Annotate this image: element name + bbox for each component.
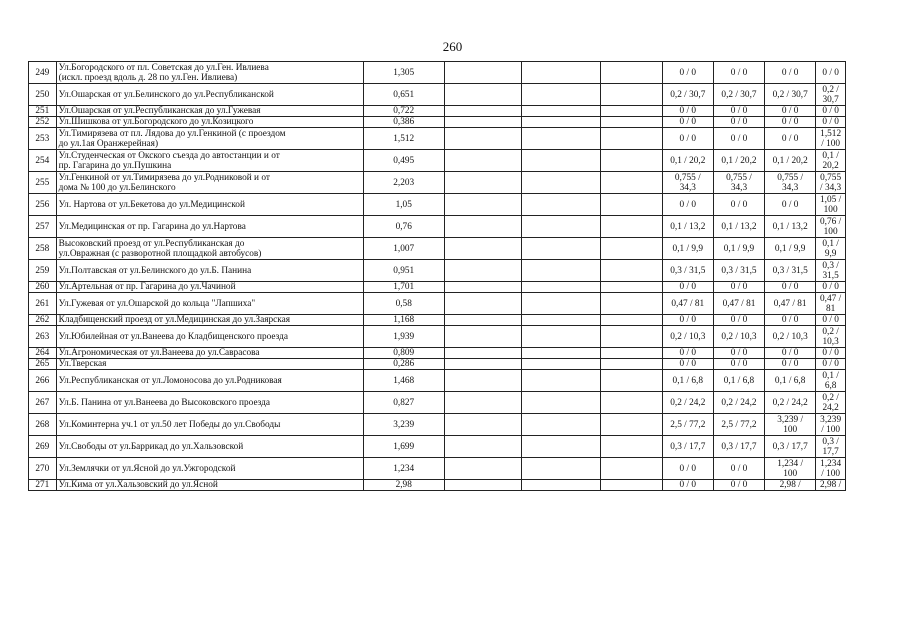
length-cell: 0,76 — [363, 216, 444, 238]
value-cell-1: 0,3 / 17,7 — [662, 436, 713, 458]
empty-cell — [601, 458, 662, 480]
empty-cell — [444, 348, 522, 359]
row-number-cell: 253 — [29, 128, 57, 150]
empty-cell — [444, 150, 522, 172]
table-row — [29, 414, 846, 436]
empty-cell — [522, 458, 601, 480]
road-section-cell: Ул.Юбилейная от ул.Ванеева до Кладбищенского проезда — [56, 326, 363, 348]
road-section-cell: Ул.Тверская — [56, 359, 363, 370]
value-cell-4: 1,512 / 100 — [816, 128, 846, 150]
value-cell-4: 1,05 / 100 — [816, 194, 846, 216]
empty-cell — [444, 436, 522, 458]
empty-cell — [444, 414, 522, 436]
empty-cell — [601, 282, 662, 293]
row-number-cell: 255 — [29, 172, 57, 194]
empty-cell — [601, 117, 662, 128]
length-cell: 1,007 — [363, 238, 444, 260]
value-cell-4: 0 / 0 — [816, 106, 846, 117]
value-cell-2: 0 / 0 — [713, 480, 764, 491]
value-cell-2: 0 / 0 — [713, 117, 764, 128]
value-cell-1: 0 / 0 — [662, 194, 713, 216]
empty-cell — [522, 348, 601, 359]
table-row — [29, 315, 846, 326]
roads-table — [28, 61, 846, 491]
empty-cell — [522, 172, 601, 194]
road-section-cell: Ул.Коминтерна уч.1 от ул.50 лет Победы до ул.Свободы — [56, 414, 363, 436]
road-section-cell: Ул.Кима от ул.Хальзовский до ул.Ясной — [56, 480, 363, 491]
empty-cell — [522, 260, 601, 282]
length-cell: 0,951 — [363, 260, 444, 282]
length-cell: 1,701 — [363, 282, 444, 293]
length-cell: 2,203 — [363, 172, 444, 194]
empty-cell — [522, 117, 601, 128]
row-number-cell: 264 — [29, 348, 57, 359]
length-cell: 0,809 — [363, 348, 444, 359]
length-cell: 0,827 — [363, 392, 444, 414]
empty-cell — [522, 62, 601, 84]
value-cell-2: 0,2 / 30,7 — [713, 84, 764, 106]
empty-cell — [601, 106, 662, 117]
value-cell-1: 2,5 / 77,2 — [662, 414, 713, 436]
value-cell-1: 0 / 0 — [662, 282, 713, 293]
empty-cell — [522, 282, 601, 293]
road-section-cell: Ул. Нартова от ул.Бекетова до ул.Медицинской — [56, 194, 363, 216]
value-cell-1: 0 / 0 — [662, 117, 713, 128]
empty-cell — [601, 480, 662, 491]
empty-cell — [601, 359, 662, 370]
empty-cell — [444, 84, 522, 106]
empty-cell — [522, 359, 601, 370]
road-section-cell: Ул.Тимирязева от пл. Лядова до ул.Генкиной (с проездом до ул.1ая Оранжерейная) — [56, 128, 363, 150]
value-cell-4: 0 / 0 — [816, 62, 846, 84]
table-row — [29, 359, 846, 370]
empty-cell — [601, 414, 662, 436]
table-row — [29, 326, 846, 348]
length-cell: 0,651 — [363, 84, 444, 106]
row-number-cell: 270 — [29, 458, 57, 480]
value-cell-1: 0 / 0 — [662, 315, 713, 326]
value-cell-3: 0,755 / 34,3 — [765, 172, 816, 194]
value-cell-1: 0 / 0 — [662, 480, 713, 491]
empty-cell — [522, 194, 601, 216]
empty-cell — [444, 172, 522, 194]
table-row — [29, 282, 846, 293]
road-section-cell: Ул.Богородского от пл. Советская до ул.Ген. Ивлиева (искл. проезд вдоль д. 28 по ул.Ген. Ивлиева) — [56, 62, 363, 84]
road-section-cell: Ул.Медицинская от пр. Гагарина до ул.Нартова — [56, 216, 363, 238]
value-cell-1: 0,1 / 20,2 — [662, 150, 713, 172]
empty-cell — [444, 216, 522, 238]
road-section-cell: Ул.Артельная от пр. Гагарина до ул.Чачиной — [56, 282, 363, 293]
empty-cell — [522, 84, 601, 106]
empty-cell — [601, 128, 662, 150]
empty-cell — [522, 392, 601, 414]
value-cell-4: 0 / 0 — [816, 117, 846, 128]
value-cell-3: 1,234 / 100 — [765, 458, 816, 480]
empty-cell — [522, 216, 601, 238]
row-number-cell: 257 — [29, 216, 57, 238]
empty-cell — [601, 150, 662, 172]
row-number-cell: 259 — [29, 260, 57, 282]
value-cell-2: 0 / 0 — [713, 282, 764, 293]
row-number-cell: 261 — [29, 293, 57, 315]
length-cell: 0,386 — [363, 117, 444, 128]
table-row — [29, 84, 846, 106]
value-cell-4: 0 / 0 — [816, 315, 846, 326]
length-cell: 1,468 — [363, 370, 444, 392]
table-row — [29, 392, 846, 414]
empty-cell — [444, 260, 522, 282]
empty-cell — [444, 238, 522, 260]
table-row — [29, 172, 846, 194]
row-number-cell: 271 — [29, 480, 57, 491]
road-section-cell: Ул.Республиканская от ул.Ломоносова до ул.Родниковая — [56, 370, 363, 392]
value-cell-3: 0,1 / 13,2 — [765, 216, 816, 238]
value-cell-3: 0,1 / 6,8 — [765, 370, 816, 392]
value-cell-1: 0,2 / 24,2 — [662, 392, 713, 414]
road-section-cell: Ул.Ошарская от ул.Белинского до ул.Республиканской — [56, 84, 363, 106]
value-cell-4: 0,1 / 20,2 — [816, 150, 846, 172]
empty-cell — [444, 392, 522, 414]
value-cell-3: 0,3 / 17,7 — [765, 436, 816, 458]
row-number-cell: 252 — [29, 117, 57, 128]
empty-cell — [444, 293, 522, 315]
empty-cell — [522, 480, 601, 491]
table-row — [29, 348, 846, 359]
road-section-cell: Ул.Ошарская от ул.Республиканская до ул.Гужевая — [56, 106, 363, 117]
value-cell-1: 0,2 / 30,7 — [662, 84, 713, 106]
value-cell-2: 0,1 / 6,8 — [713, 370, 764, 392]
empty-cell — [522, 436, 601, 458]
table-row — [29, 128, 846, 150]
table-row — [29, 436, 846, 458]
empty-cell — [601, 238, 662, 260]
value-cell-4: 3,239 / 100 — [816, 414, 846, 436]
value-cell-3: 0,1 / 9,9 — [765, 238, 816, 260]
empty-cell — [444, 282, 522, 293]
table-row — [29, 480, 846, 491]
length-cell: 1,05 — [363, 194, 444, 216]
value-cell-2: 0,2 / 10,3 — [713, 326, 764, 348]
empty-cell — [601, 84, 662, 106]
value-cell-1: 0 / 0 — [662, 458, 713, 480]
empty-cell — [522, 293, 601, 315]
road-section-cell: Ул.Полтавская от ул.Белинского до ул.Б. Панина — [56, 260, 363, 282]
value-cell-1: 0,1 / 9,9 — [662, 238, 713, 260]
value-cell-2: 0,2 / 24,2 — [713, 392, 764, 414]
value-cell-3: 0,3 / 31,5 — [765, 260, 816, 282]
length-cell: 0,58 — [363, 293, 444, 315]
value-cell-3: 3,239 / 100 — [765, 414, 816, 436]
empty-cell — [444, 370, 522, 392]
value-cell-1: 0 / 0 — [662, 62, 713, 84]
road-section-cell: Ул.Шишкова от ул.Богородского до ул.Козицкого — [56, 117, 363, 128]
length-cell: 2,98 — [363, 480, 444, 491]
value-cell-3: 0 / 0 — [765, 282, 816, 293]
value-cell-1: 0,47 / 81 — [662, 293, 713, 315]
value-cell-4: 0,76 / 100 — [816, 216, 846, 238]
empty-cell — [522, 106, 601, 117]
value-cell-1: 0,3 / 31,5 — [662, 260, 713, 282]
empty-cell — [601, 293, 662, 315]
value-cell-4: 0,2 / 24,2 — [816, 392, 846, 414]
empty-cell — [444, 117, 522, 128]
value-cell-4: 1,234 / 100 — [816, 458, 846, 480]
value-cell-3: 0,2 / 24,2 — [765, 392, 816, 414]
length-cell: 1,305 — [363, 62, 444, 84]
value-cell-4: 0 / 0 — [816, 348, 846, 359]
empty-cell — [522, 128, 601, 150]
length-cell: 1,234 — [363, 458, 444, 480]
value-cell-2: 0 / 0 — [713, 106, 764, 117]
value-cell-4: 0,755 / 34,3 — [816, 172, 846, 194]
empty-cell — [522, 150, 601, 172]
value-cell-2: 2,5 / 77,2 — [713, 414, 764, 436]
row-number-cell: 267 — [29, 392, 57, 414]
value-cell-2: 0,3 / 31,5 — [713, 260, 764, 282]
table-row — [29, 293, 846, 315]
value-cell-3: 2,98 / — [765, 480, 816, 491]
empty-cell — [444, 62, 522, 84]
value-cell-1: 0,2 / 10,3 — [662, 326, 713, 348]
empty-cell — [444, 194, 522, 216]
value-cell-3: 0 / 0 — [765, 117, 816, 128]
empty-cell — [601, 326, 662, 348]
length-cell: 1,512 — [363, 128, 444, 150]
empty-cell — [601, 348, 662, 359]
value-cell-4: 0,2 / 30,7 — [816, 84, 846, 106]
road-section-cell: Ул.Свободы от ул.Баррикад до ул.Хальзовской — [56, 436, 363, 458]
length-cell: 3,239 — [363, 414, 444, 436]
empty-cell — [522, 370, 601, 392]
road-section-cell: Кладбищенский проезд от ул.Медицинская до ул.Заярская — [56, 315, 363, 326]
length-cell: 0,495 — [363, 150, 444, 172]
value-cell-3: 0 / 0 — [765, 194, 816, 216]
value-cell-1: 0 / 0 — [662, 128, 713, 150]
empty-cell — [522, 414, 601, 436]
row-number-cell: 268 — [29, 414, 57, 436]
row-number-cell: 258 — [29, 238, 57, 260]
length-cell: 0,722 — [363, 106, 444, 117]
empty-cell — [601, 315, 662, 326]
length-cell: 1,168 — [363, 315, 444, 326]
table-row — [29, 458, 846, 480]
value-cell-2: 0 / 0 — [713, 359, 764, 370]
value-cell-2: 0 / 0 — [713, 458, 764, 480]
row-number-cell: 254 — [29, 150, 57, 172]
value-cell-1: 0,1 / 13,2 — [662, 216, 713, 238]
value-cell-3: 0 / 0 — [765, 359, 816, 370]
empty-cell — [444, 128, 522, 150]
value-cell-1: 0,755 / 34,3 — [662, 172, 713, 194]
empty-cell — [444, 315, 522, 326]
value-cell-3: 0 / 0 — [765, 348, 816, 359]
empty-cell — [601, 392, 662, 414]
value-cell-4: 0 / 0 — [816, 359, 846, 370]
value-cell-4: 0,3 / 17,7 — [816, 436, 846, 458]
empty-cell — [522, 238, 601, 260]
value-cell-3: 0 / 0 — [765, 62, 816, 84]
road-section-cell: Высоковский проезд от ул.Республиканская до ул.Овражная (с разворотной площадкой автобусов) — [56, 238, 363, 260]
value-cell-1: 0 / 0 — [662, 348, 713, 359]
value-cell-3: 0,2 / 30,7 — [765, 84, 816, 106]
empty-cell — [522, 326, 601, 348]
value-cell-2: 0 / 0 — [713, 62, 764, 84]
length-cell: 1,939 — [363, 326, 444, 348]
value-cell-2: 0 / 0 — [713, 194, 764, 216]
value-cell-4: 0 / 0 — [816, 282, 846, 293]
value-cell-2: 0,47 / 81 — [713, 293, 764, 315]
table-row — [29, 117, 846, 128]
empty-cell — [601, 62, 662, 84]
value-cell-2: 0,1 / 9,9 — [713, 238, 764, 260]
length-cell: 1,699 — [363, 436, 444, 458]
table-row — [29, 260, 846, 282]
table-row — [29, 194, 846, 216]
table-row — [29, 370, 846, 392]
empty-cell — [601, 172, 662, 194]
empty-cell — [444, 359, 522, 370]
value-cell-2: 0,3 / 17,7 — [713, 436, 764, 458]
row-number-cell: 260 — [29, 282, 57, 293]
road-section-cell: Ул.Студенческая от Окского съезда до автостанции и от пр. Гагарина до ул.Пушкина — [56, 150, 363, 172]
row-number-cell: 266 — [29, 370, 57, 392]
value-cell-4: 2,98 / — [816, 480, 846, 491]
table-body — [29, 62, 846, 491]
page-number: 260 — [442, 39, 463, 54]
length-cell: 0,286 — [363, 359, 444, 370]
table-row — [29, 238, 846, 260]
value-cell-1: 0 / 0 — [662, 106, 713, 117]
value-cell-2: 0 / 0 — [713, 348, 764, 359]
value-cell-3: 0 / 0 — [765, 315, 816, 326]
value-cell-3: 0 / 0 — [765, 106, 816, 117]
value-cell-1: 0 / 0 — [662, 359, 713, 370]
value-cell-3: 0,47 / 81 — [765, 293, 816, 315]
road-section-cell: Ул.Землячки от ул.Ясной до ул.Ужгородской — [56, 458, 363, 480]
table-row — [29, 62, 846, 84]
row-number-cell: 269 — [29, 436, 57, 458]
value-cell-2: 0 / 0 — [713, 128, 764, 150]
table-row — [29, 150, 846, 172]
empty-cell — [601, 216, 662, 238]
value-cell-3: 0,1 / 20,2 — [765, 150, 816, 172]
value-cell-4: 0,1 / 6,8 — [816, 370, 846, 392]
empty-cell — [444, 458, 522, 480]
value-cell-1: 0,1 / 6,8 — [662, 370, 713, 392]
value-cell-4: 0,2 / 10,3 — [816, 326, 846, 348]
empty-cell — [601, 370, 662, 392]
table-row — [29, 106, 846, 117]
value-cell-4: 0,47 / 81 — [816, 293, 846, 315]
value-cell-4: 0,1 / 9,9 — [816, 238, 846, 260]
road-section-cell: Ул.Б. Панина от ул.Ванеева до Высоковского проезда — [56, 392, 363, 414]
row-number-cell: 256 — [29, 194, 57, 216]
empty-cell — [601, 194, 662, 216]
road-section-cell: Ул.Гужевая от ул.Ошарской до кольца "Лапшиха" — [56, 293, 363, 315]
value-cell-2: 0,755 / 34,3 — [713, 172, 764, 194]
empty-cell — [444, 106, 522, 117]
value-cell-3: 0 / 0 — [765, 128, 816, 150]
row-number-cell: 263 — [29, 326, 57, 348]
empty-cell — [522, 315, 601, 326]
empty-cell — [444, 480, 522, 491]
value-cell-4: 0,3 / 31,5 — [816, 260, 846, 282]
row-number-cell: 265 — [29, 359, 57, 370]
row-number-cell: 249 — [29, 62, 57, 84]
road-section-cell: Ул.Генкиной от ул.Тимирязева до ул.Родниковой и от дома № 100 до ул.Белинского — [56, 172, 363, 194]
row-number-cell: 251 — [29, 106, 57, 117]
row-number-cell: 250 — [29, 84, 57, 106]
table-row — [29, 216, 846, 238]
value-cell-3: 0,2 / 10,3 — [765, 326, 816, 348]
value-cell-2: 0 / 0 — [713, 315, 764, 326]
value-cell-2: 0,1 / 20,2 — [713, 150, 764, 172]
road-section-cell: Ул.Агрономическая от ул.Ванеева до ул.Саврасова — [56, 348, 363, 359]
value-cell-2: 0,1 / 13,2 — [713, 216, 764, 238]
empty-cell — [601, 260, 662, 282]
row-number-cell: 262 — [29, 315, 57, 326]
empty-cell — [601, 436, 662, 458]
empty-cell — [444, 326, 522, 348]
